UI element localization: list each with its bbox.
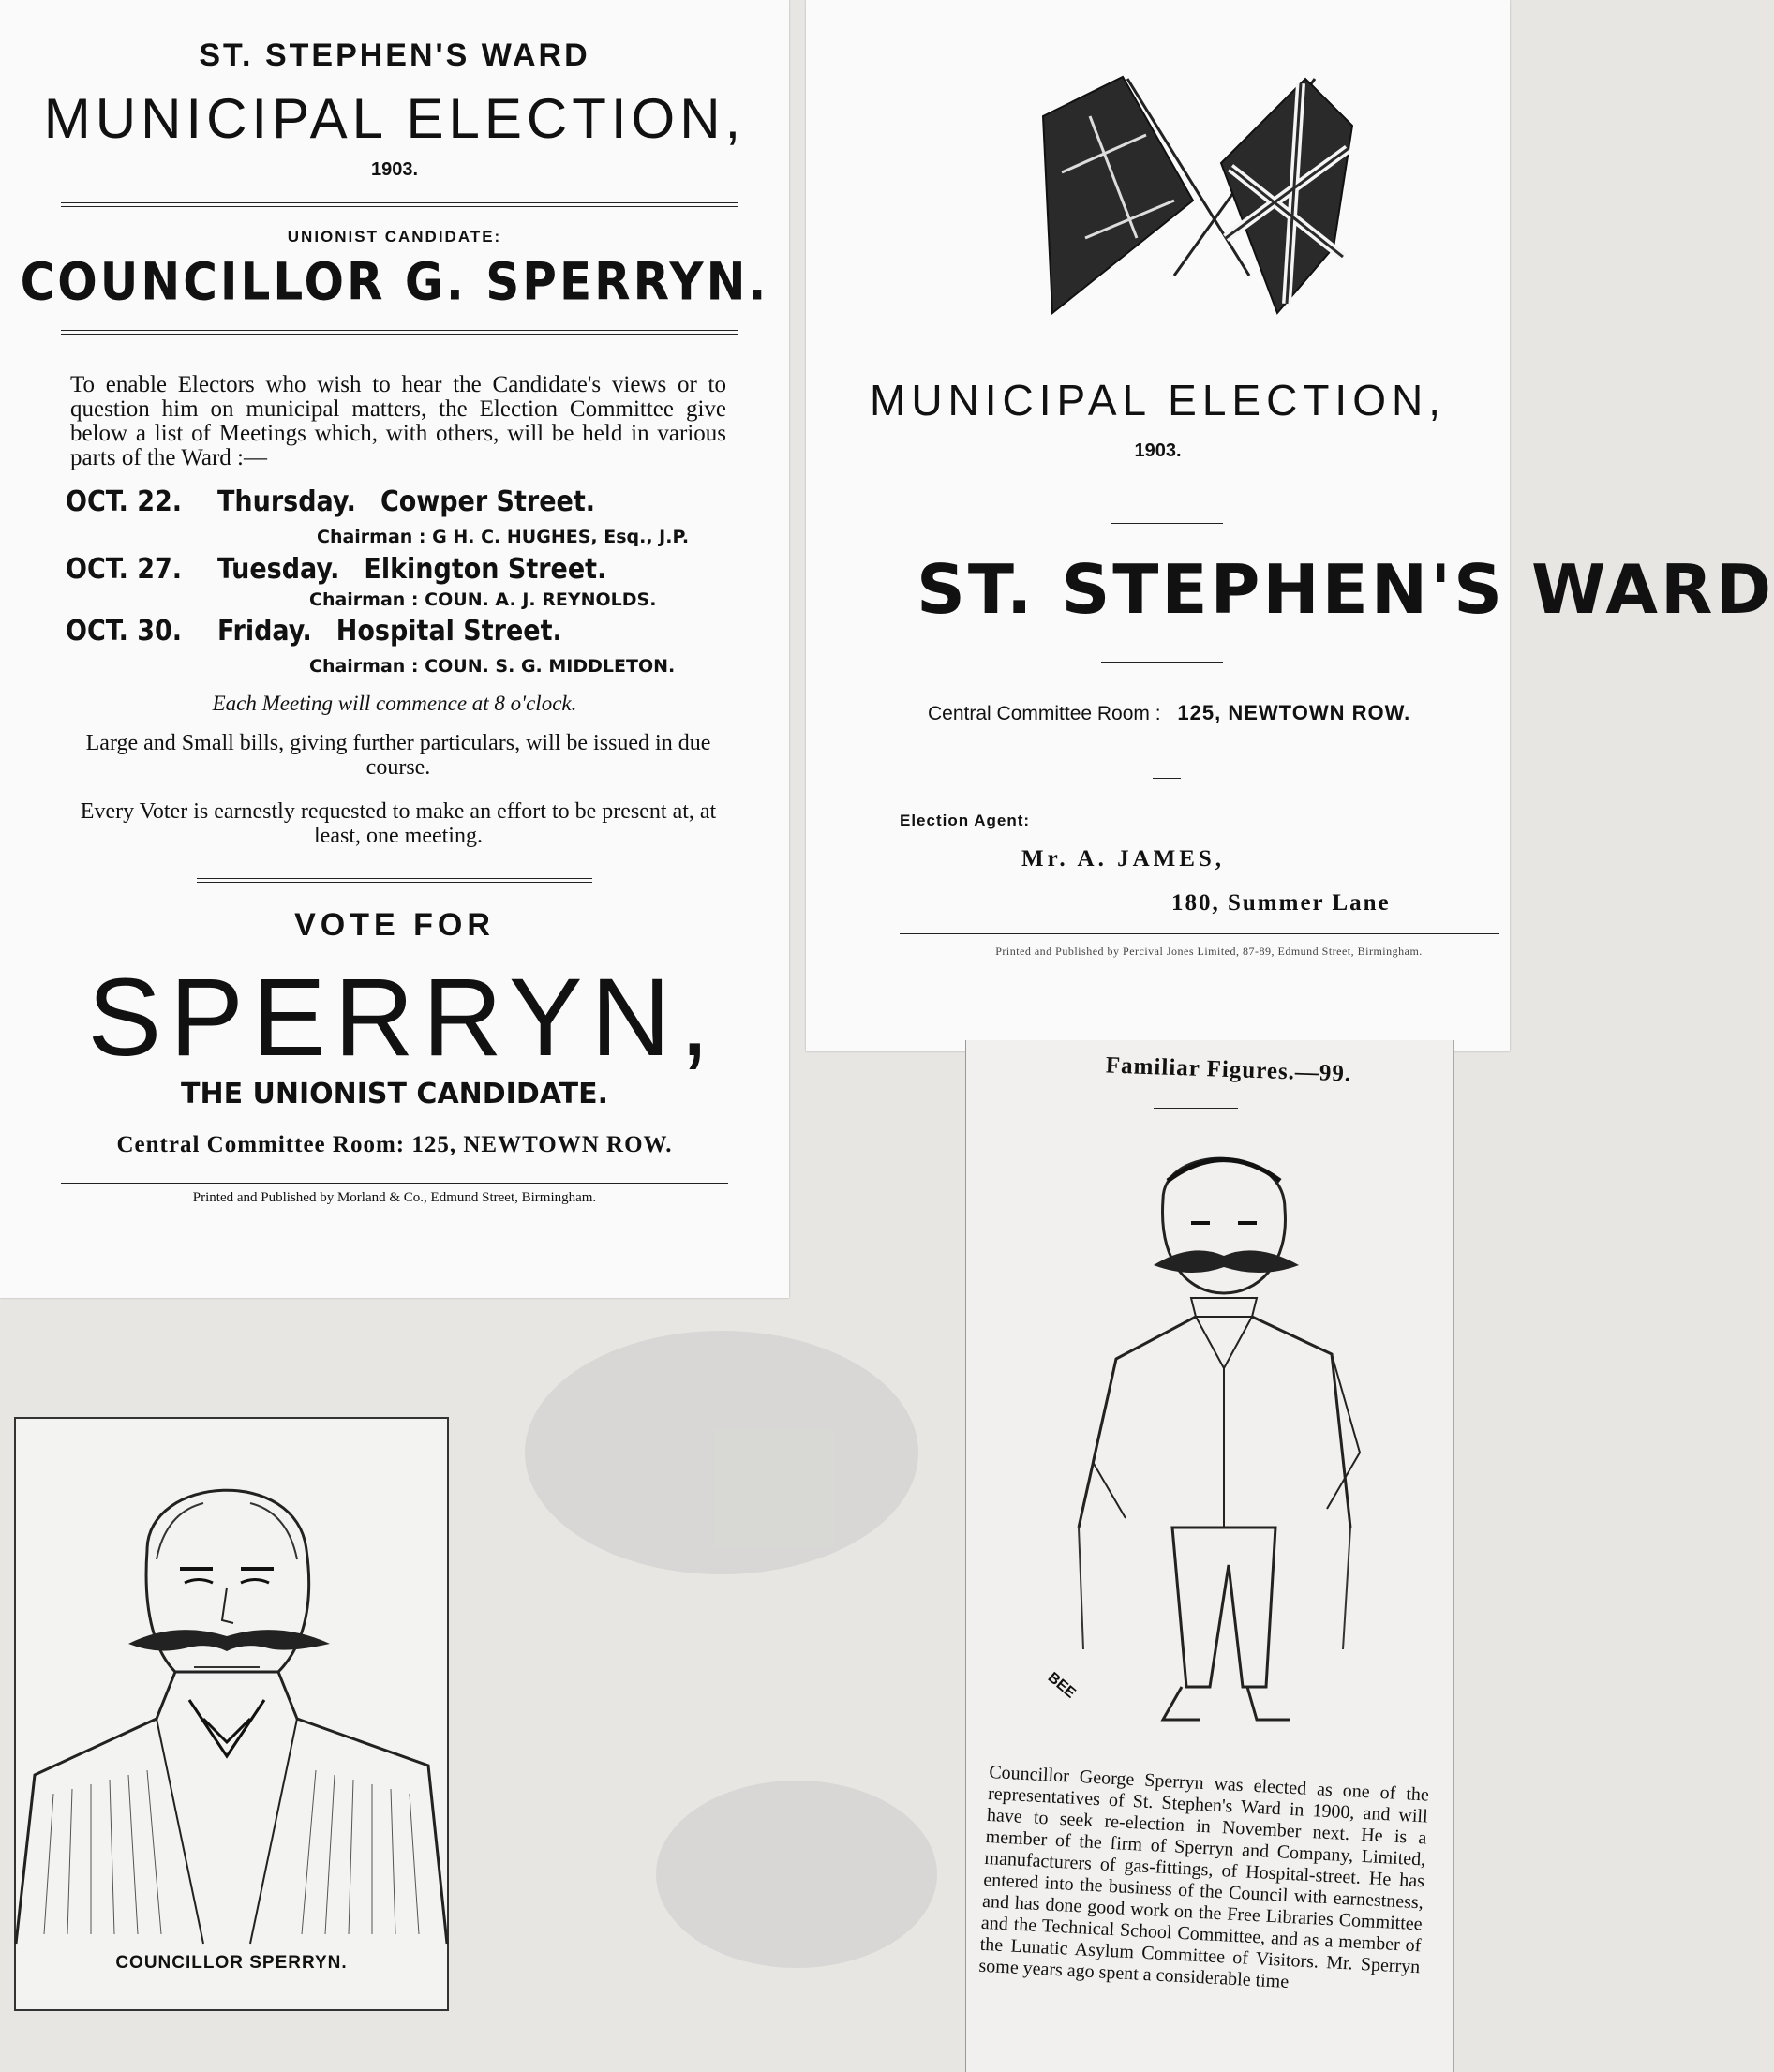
card-printer-imprint: Printed and Published by Percival Jones Limited, 87-89, Edmund Street, Birmingham.: [995, 945, 1423, 958]
card-room-label: Central Committee Room :: [928, 703, 1161, 724]
election-agent-label: Election Agent:: [900, 812, 1031, 829]
meeting-chairman: [309, 589, 656, 610]
election-card: [806, 0, 1774, 1051]
chairman-name: COUN. A. J. REYNOLDS.: [425, 589, 657, 610]
meeting-day: Thursday.: [217, 485, 356, 518]
divider: [197, 878, 592, 883]
chairman-name: G H. C. HUGHES, Esq., J.P.: [432, 527, 690, 547]
candidate-name: COUNCILLOR G. SPERRYN.: [20, 252, 769, 312]
cutting-heading: Familiar Figures.—99.: [1105, 1052, 1352, 1087]
crossed-flags-illustration: [1034, 60, 1352, 332]
meeting-line: [66, 615, 562, 648]
meeting-day: Friday.: [217, 615, 312, 648]
election-year: 1903.: [370, 159, 419, 180]
chairman-label: Chairman :: [309, 656, 419, 677]
divider: [61, 202, 738, 207]
divider: [1111, 523, 1223, 524]
vote-for-heading: VOTE FOR: [294, 907, 495, 943]
card-election-year: 1903.: [1134, 440, 1182, 461]
divider: [1153, 778, 1181, 779]
divider: [1154, 1108, 1238, 1109]
councillor-portrait-engraving: [16, 1419, 447, 1944]
card-committee-room: [928, 701, 1499, 725]
election-agent-address: 180, Summer Lane: [1171, 890, 1391, 916]
paper-stain: [525, 1331, 918, 1574]
portrait-cutting: [14, 1417, 449, 2011]
meeting-place: Cowper Street.: [380, 485, 595, 518]
bills-note: Large and Small bills, giving further particulars, will be issued in due course.: [85, 731, 711, 780]
union-jack-flag: [1221, 79, 1352, 313]
meeting-place: Hospital Street.: [335, 615, 562, 648]
meeting-time-note: Each Meeting will commence at 8 o'clock.: [212, 692, 577, 715]
meeting-date: OCT. 30.: [66, 615, 183, 648]
intro-paragraph: To enable Electors who wish to hear the Candidate's views or to question him on municipal matters, the Election Committee give below a list of Meetings which, with others, will be held in various parts of the Ward :—: [70, 372, 726, 470]
printer-imprint: Printed and Published by Morland & Co., Edmund Street, Birmingham.: [192, 1190, 597, 1205]
divider: [61, 330, 738, 335]
card-room-address: 125, NEWTOWN ROW.: [1177, 701, 1411, 724]
unionist-candidate-line: THE UNIONIST CANDIDATE.: [181, 1078, 608, 1111]
meeting-line: [66, 553, 606, 586]
chairman-label: Chairman :: [309, 589, 419, 610]
paper-stain: [656, 1781, 937, 1968]
ward-heading: ST. STEPHEN'S WARD: [199, 37, 590, 73]
meeting-place: Elkington Street.: [364, 553, 607, 586]
portrait-caption: COUNCILLOR SPERRYN.: [115, 1953, 348, 1973]
divider: [900, 933, 1499, 934]
meeting-date: OCT. 27.: [66, 553, 183, 586]
voter-appeal: Every Voter is earnestly requested to make an effort to be present at, at least, one meeting.: [80, 799, 717, 848]
card-election-title: MUNICIPAL ELECTION,: [870, 376, 1446, 425]
election-agent-name: Mr. A. JAMES,: [1021, 846, 1226, 872]
candidate-big-name: SPERRYN,: [87, 956, 719, 1080]
election-handbill: [0, 0, 789, 1298]
royal-standard-flag: [1043, 77, 1193, 313]
meeting-line: [66, 485, 595, 518]
meeting-chairman: [309, 656, 675, 677]
meeting-date: OCT. 22.: [66, 485, 183, 518]
caricature-illustration: [1004, 1125, 1435, 1762]
candidate-role: UNIONIST CANDIDATE:: [287, 228, 502, 246]
divider: [61, 1183, 728, 1184]
chairman-name: COUN. S. G. MIDDLETON.: [425, 656, 676, 677]
artist-signature: BEE: [1044, 1669, 1079, 1702]
card-ward-heading: ST. STEPHEN'S WARD: [917, 550, 1774, 629]
chairman-label: Chairman :: [317, 527, 426, 547]
newspaper-cutting: [965, 1040, 1454, 2072]
meeting-chairman: [317, 527, 689, 547]
committee-room: Central Committee Room: 125, NEWTOWN ROW.: [116, 1132, 673, 1157]
election-title: MUNICIPAL ELECTION,: [43, 87, 746, 150]
divider: [1101, 662, 1223, 663]
cutting-article: Councillor George Sperryn was elected as one of the representatives of St. Stephen's Ward in 1900, and will have to seek re-election in November next. He is a member of the firm of Sperryn and Company, Limited, manufacturers of gas-fittings, of Hospital-street. He has entered into the business of the Council with earnestness, and has done good work on the Free Libraries Committee and the Technical School Committee, and as a member of the Lunatic Asylum Committee of Visitors. Mr. Sperryn some years ago spent a considerable time: [978, 1762, 1430, 1993]
meeting-day: Tuesday.: [217, 553, 340, 586]
